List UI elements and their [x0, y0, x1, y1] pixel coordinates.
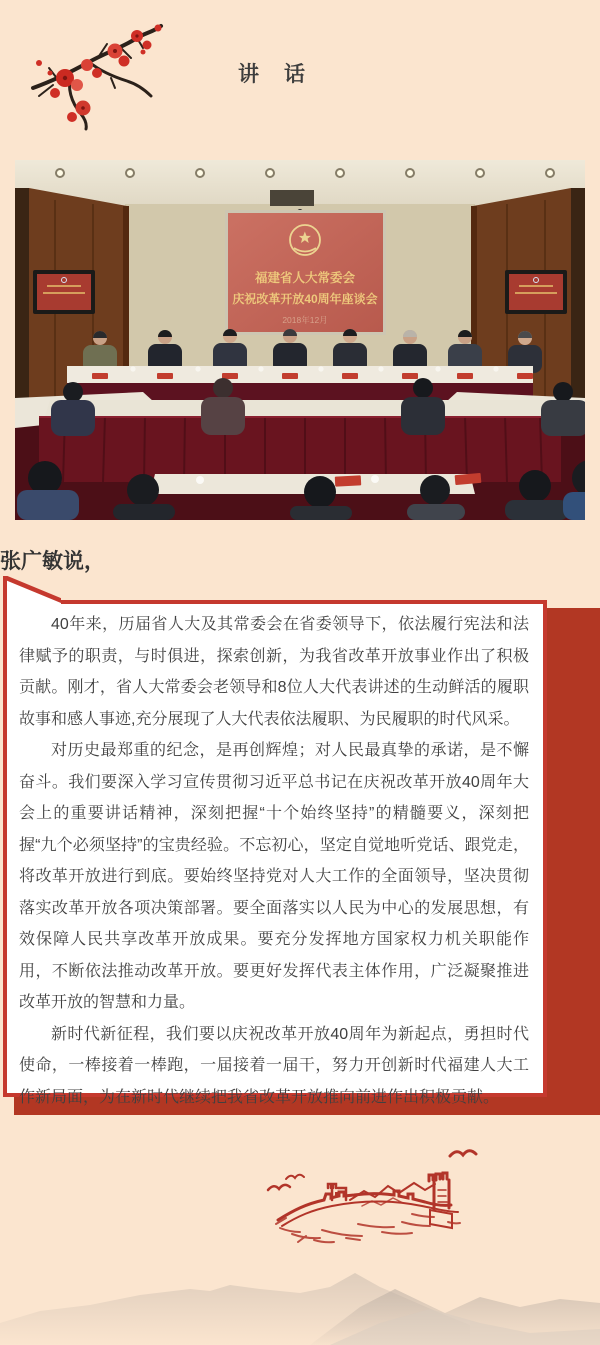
plum-blossom-icon — [25, 18, 185, 133]
conference-room-scene — [15, 160, 585, 520]
speaker-attribution: 张广敏说， — [0, 550, 105, 573]
quote-text — [19, 609, 529, 1106]
speech-bubble-tail — [3, 576, 61, 604]
quote-box — [3, 600, 547, 1106]
conference-photo[interactable] — [15, 160, 585, 520]
page-title: 讲 话 — [238, 63, 307, 86]
quote-paragraph: 40年来，历届省人大及其常委会在省委领导下，依法履行宪法和法律赋予的职责，与时俱进，探索创新，为我省改革开放事业作出了积极贡献。刚才，省人大常委会老领导和8位人大代表讲述的生动鲜活的履职故事和感人事迹,充分展现了人大代表依法履职、为民履职的时代风采。 — [19, 616, 529, 728]
quote-paragraph: 对历史最郑重的纪念，是再创辉煌；对人民最真挚的承诺，是不懈奋斗。我们要深入学习宣传贯彻习近平总书记在庆祝改革开放40周年大会上的重要讲话精神，深刻把握“十个始终坚持”的精髓要义，深刻把握“九个必须坚持”的宝贵经验。不忘初心，坚定自觉地听党话、跟党走，将改革开放进行到底。要始终坚持党对人大工作的全面领导，坚决贯彻落实改革开放各项决策部署。要全面落实以人民为中心的发展思想，有效保障人民共享改革开放成果。要充分发挥地方国家权力机关职能作用，不断依法推动改革开放。要更好发挥代表主体作用，广泛凝聚推进改革开放的智慧和力量。 — [19, 742, 529, 1011]
mountain-silhouette-icon — [0, 1245, 600, 1345]
quote-paragraph: 新时代新征程，我们要以庆祝改革开放40周年为新起点，勇担时代使命，一棒接着一棒跑，一届接着一届干，努力开创新时代福建人大工作新局面，为在新时代继续把我省改革开放推向前进作出积极贡献。 — [19, 1025, 529, 1106]
screen-title-line1: 福建省人大常委会 — [254, 271, 356, 285]
screen-date-line: 2018年12月 — [282, 315, 328, 325]
great-wall-icon — [262, 1148, 510, 1248]
screen-title-line2: 庆祝改革开放40周年座谈会 — [232, 292, 378, 306]
